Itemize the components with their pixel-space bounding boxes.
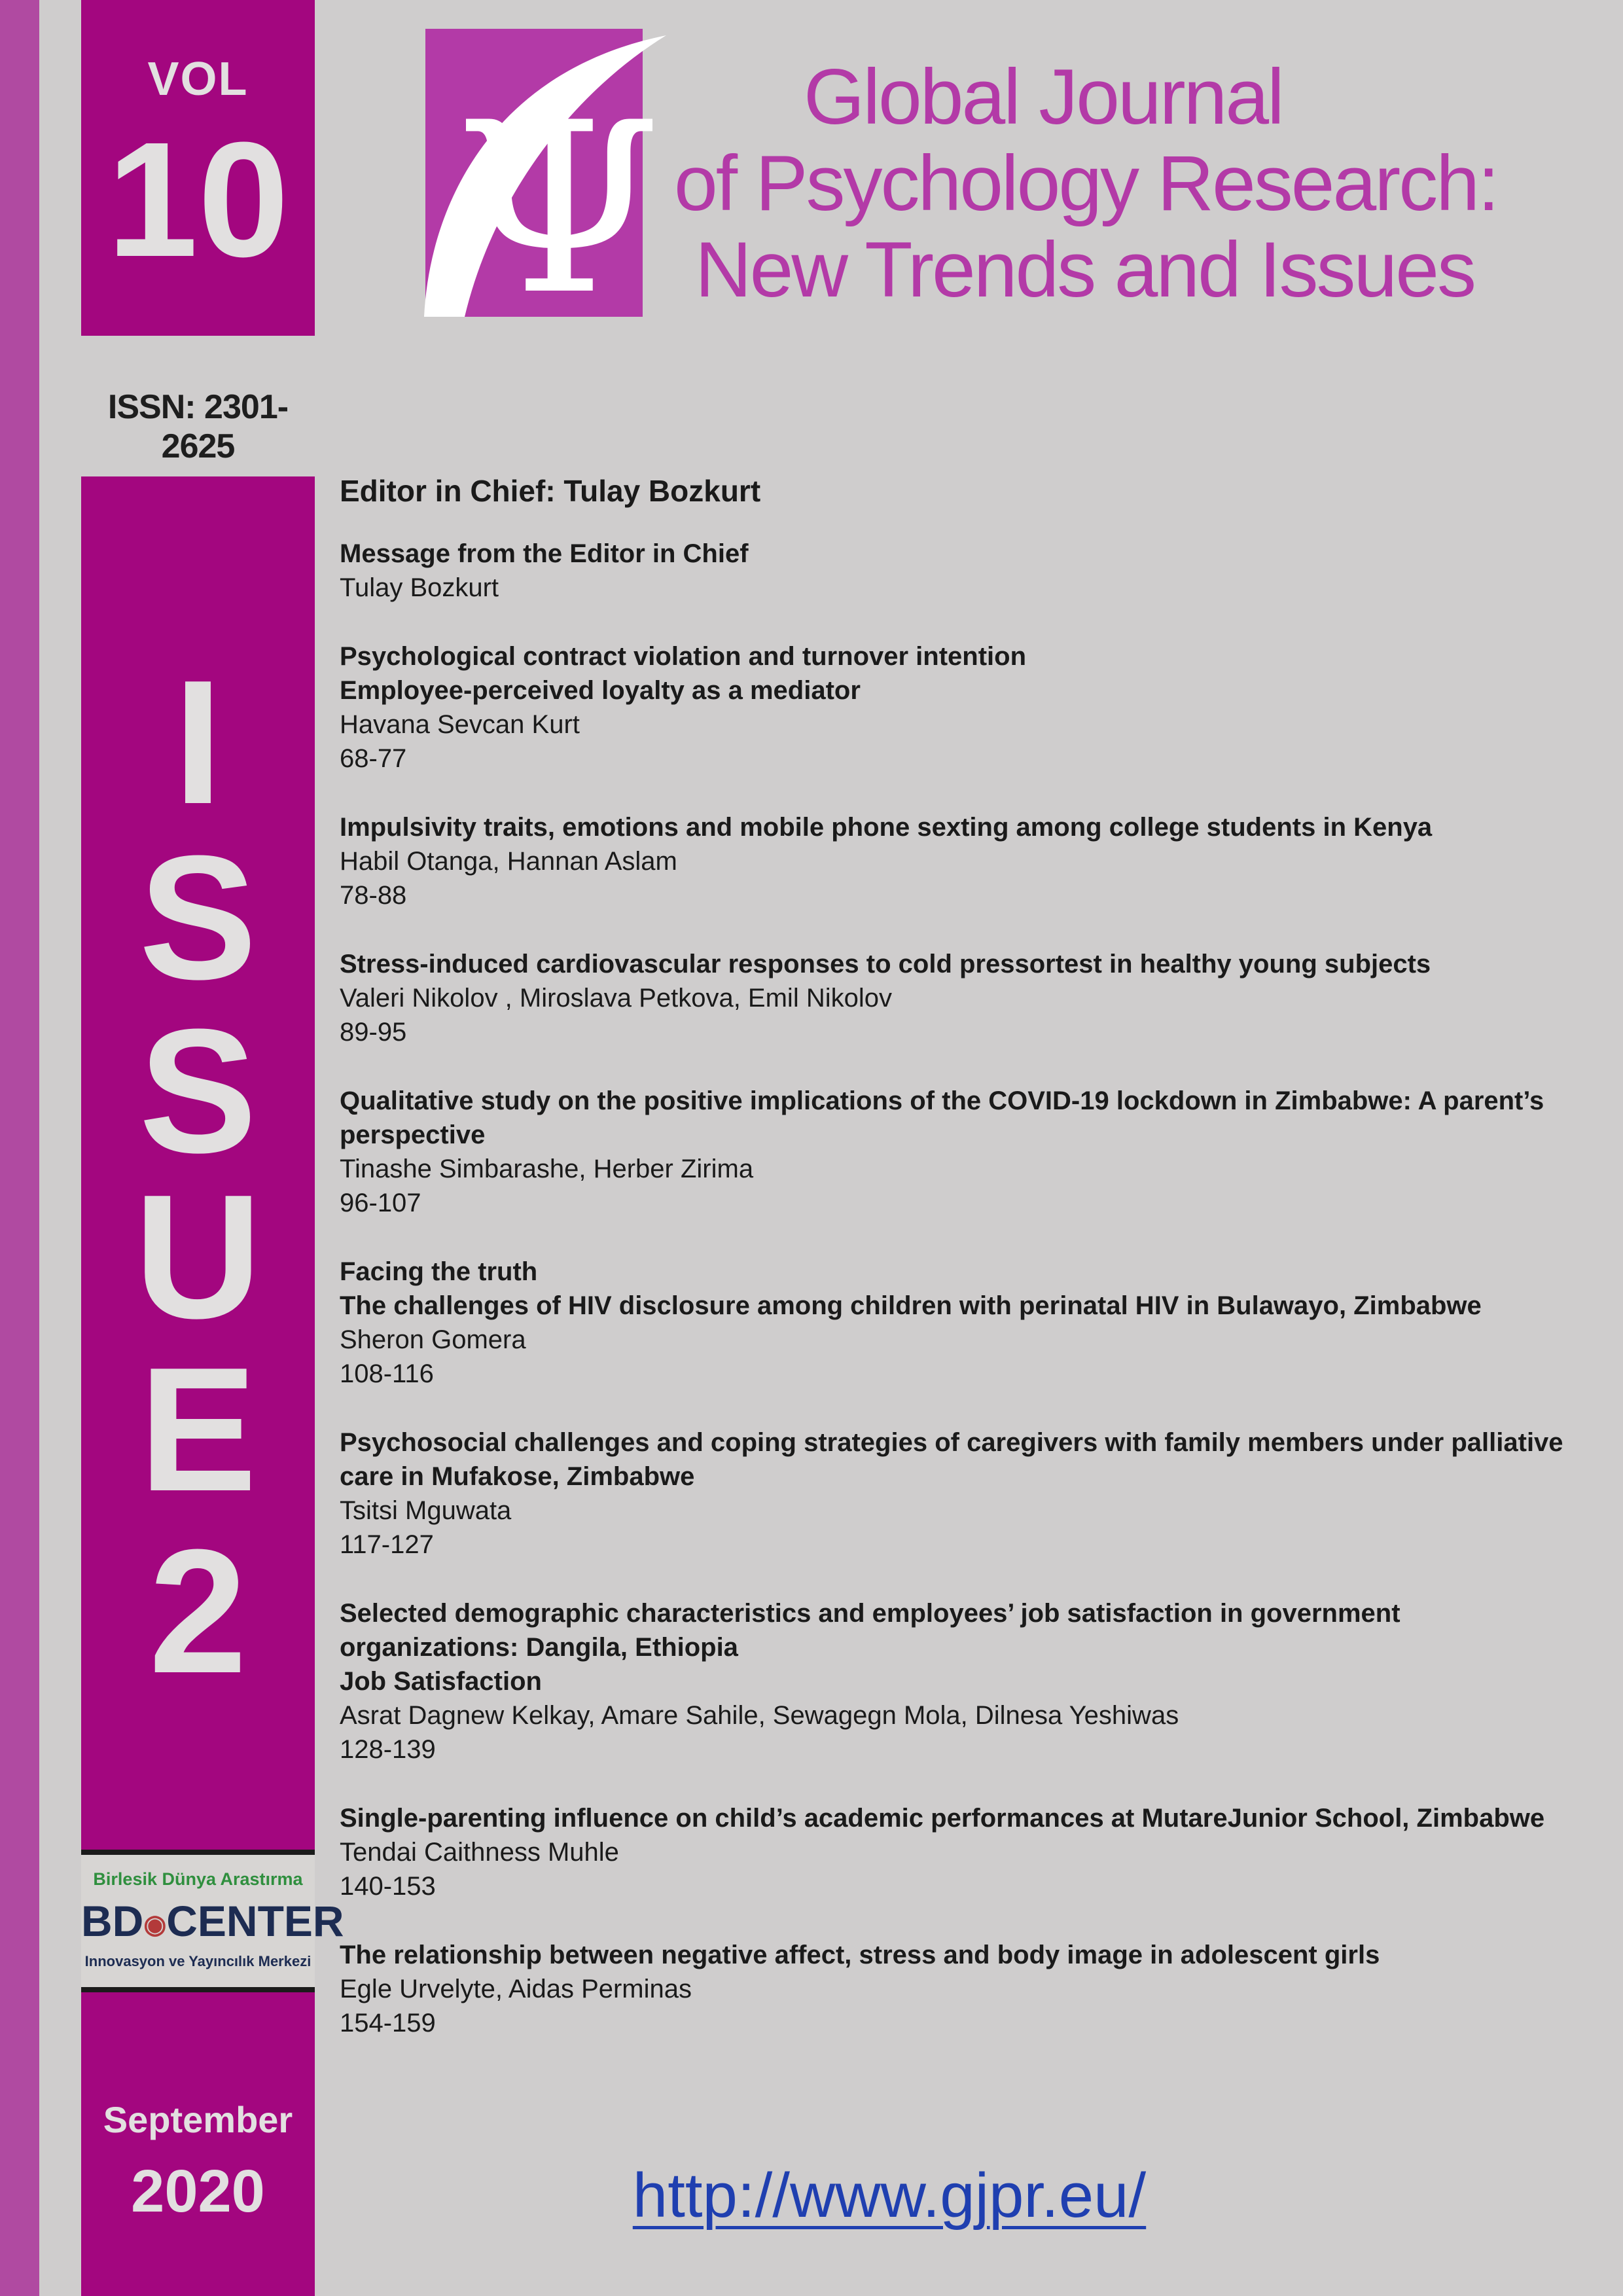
article-title-line: Facing the truth — [340, 1257, 538, 1286]
article-pages: 96-107 — [340, 1189, 421, 1217]
article-title — [340, 810, 1596, 844]
publisher-line3: Innovasyon ve Yayıncılık Merkezi — [84, 1953, 312, 1969]
publisher-name-right: CENTER — [166, 1897, 344, 1945]
article-pages: 128-139 — [340, 1735, 436, 1764]
article-title — [340, 1938, 1596, 1972]
article-title — [340, 947, 1596, 981]
article-pages: 117-127 — [340, 1530, 434, 1559]
article-authors: Tendai Caithness Muhle — [340, 1838, 619, 1867]
article-title-line: Stress-induced cardiovascular responses to cold pressortest in healthy young subjects — [340, 950, 1431, 978]
toc-entry[interactable] — [340, 639, 1596, 776]
article-authors: Tsitsi Mguwata — [340, 1496, 512, 1525]
article-title-line: care in Mufakose, Zimbabwe — [340, 1462, 695, 1491]
issue-letter: S — [139, 993, 257, 1190]
article-authors: Sheron Gomera — [340, 1325, 526, 1354]
issue-letter: I — [173, 644, 223, 841]
article-title-line: Job Satisfaction — [340, 1667, 542, 1696]
toc-entry[interactable] — [340, 1596, 1596, 1767]
issue-month: September — [103, 2099, 293, 2140]
issue-year: 2020 — [131, 2158, 265, 2225]
journal-title — [654, 54, 1558, 313]
table-of-contents — [340, 471, 1596, 2075]
toc-entry[interactable] — [340, 1801, 1596, 1903]
toc-entry[interactable] — [340, 1084, 1596, 1220]
edge-strip — [0, 0, 39, 2296]
website-link[interactable]: http://www.gjpr.eu/ — [632, 2161, 1147, 2231]
article-title-line: The relationship between negative affect, stress and body image in adolescent girls — [340, 1941, 1380, 1969]
toc-entries — [340, 537, 1596, 2040]
article-title-line: Message from the Editor in Chief — [340, 539, 749, 568]
toc-entry[interactable] — [340, 1938, 1596, 2040]
publisher-name — [81, 1897, 344, 1948]
journal-title-line: of Psychology Research: — [674, 139, 1498, 227]
volume-number: 10 — [107, 108, 289, 291]
article-title — [340, 639, 1596, 708]
editor-in-chief: Editor in Chief: Tulay Bozkurt — [340, 474, 761, 508]
article-title — [340, 1801, 1596, 1835]
article-authors: Egle Urvelyte, Aidas Perminas — [340, 1975, 692, 2003]
article-title-line: Employee-perceived loyalty as a mediator — [340, 676, 861, 705]
issue-letter: 2 — [149, 1513, 247, 1710]
article-title — [340, 1255, 1596, 1323]
psi-glyph: Ψ — [455, 72, 662, 317]
journal-title-line: New Trends and Issues — [695, 226, 1474, 314]
volume-block — [81, 0, 315, 336]
toc-entry[interactable] — [340, 1426, 1596, 1562]
article-title — [340, 537, 1596, 571]
article-title-line: Impulsivity traits, emotions and mobile phone sexting among college students in Kenya — [340, 813, 1433, 842]
psi-icon — [424, 29, 679, 317]
issue-block — [81, 476, 315, 2296]
article-title-line: organizations: Dangila, Ethiopia — [340, 1633, 738, 1662]
issue-letter: E — [139, 1331, 257, 1528]
article-authors: Valeri Nikolov , Miroslava Petkova, Emil Nikolov — [340, 984, 892, 1013]
article-title-line: Selected demographic characteristics and employees’ job satisfaction in government — [340, 1599, 1400, 1628]
publisher-name-left: BD — [81, 1897, 144, 1945]
toc-entry[interactable] — [340, 810, 1596, 912]
article-title-line: Single-parenting influence on child’s academic performances at MutareJunior School, Zimbabwe — [340, 1804, 1545, 1833]
article-title-line: Qualitative study on the positive implications of the COVID-19 lockdown in Zimbabwe: A parent’s — [340, 1086, 1544, 1115]
article-authors: Tinashe Simbarashe, Herber Zirima — [340, 1155, 754, 1183]
article-title-line: perspective — [340, 1121, 486, 1149]
article-pages: 89-95 — [340, 1018, 407, 1047]
article-authors: Tulay Bozkurt — [340, 573, 499, 602]
article-pages: 108-116 — [340, 1359, 434, 1388]
toc-entry[interactable] — [340, 537, 1596, 605]
publisher-logo — [81, 1850, 344, 1992]
issue-letter: U — [134, 1158, 262, 1355]
article-pages: 78-88 — [340, 881, 407, 910]
issue-letter: S — [139, 819, 257, 1016]
publisher-line1: Birlesik Dünya Arastırma — [93, 1869, 303, 1889]
article-authors: Habil Otanga, Hannan Aslam — [340, 847, 677, 876]
article-pages: 154-159 — [340, 2009, 436, 2037]
article-pages: 140-153 — [340, 1872, 436, 1901]
article-title-line: Psychological contract violation and turnover intention — [340, 642, 1027, 671]
toc-entry[interactable] — [340, 1255, 1596, 1391]
globe-icon: ◉ — [143, 1910, 167, 1939]
article-title — [340, 1426, 1596, 1494]
article-title — [340, 1084, 1596, 1152]
article-authors: Havana Sevcan Kurt — [340, 710, 580, 739]
article-title — [340, 1596, 1596, 1698]
volume-label: VOL — [147, 53, 249, 105]
journal-title-line: Global Journal — [804, 53, 1283, 141]
article-authors: Asrat Dagnew Kelkay, Amare Sahile, Sewagegn Mola, Dilnesa Yeshiwas — [340, 1701, 1179, 1730]
article-title-line: Psychosocial challenges and coping strategies of caregivers with family members under palliative — [340, 1428, 1563, 1457]
article-title-line: The challenges of HIV disclosure among children with perinatal HIV in Bulawayo, Zimbabwe — [340, 1291, 1482, 1320]
toc-entry[interactable] — [340, 947, 1596, 1049]
article-pages: 68-77 — [340, 744, 407, 773]
issn: ISSN: 2301-2625 — [107, 388, 289, 465]
